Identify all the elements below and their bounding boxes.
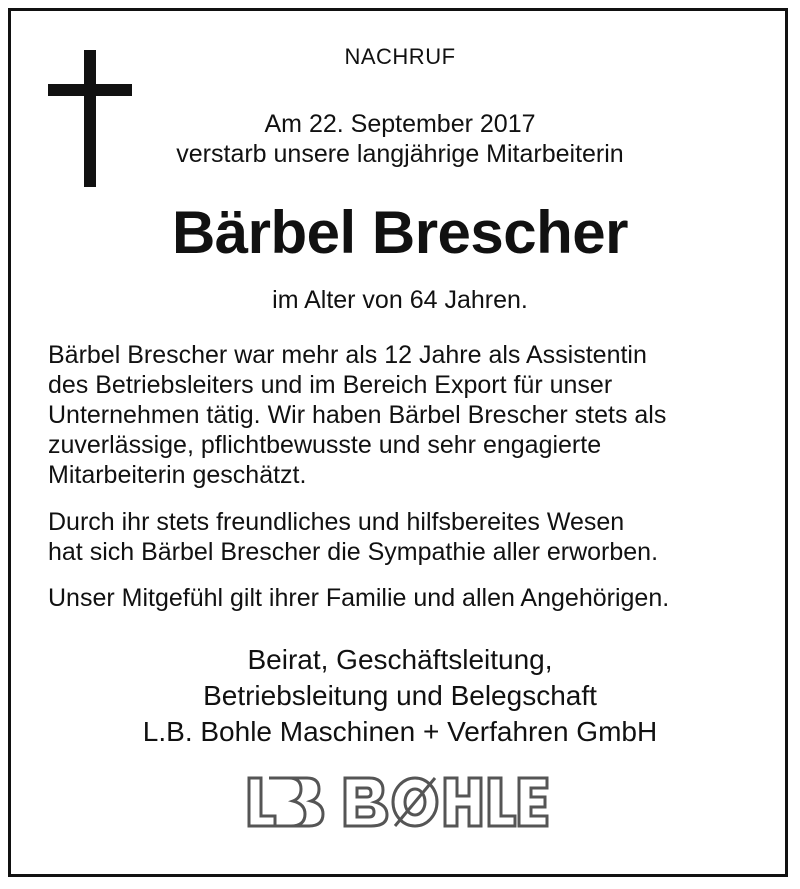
intro-date: Am 22. September 2017: [264, 110, 536, 138]
age-line: im Alter von 64 Jahren.: [272, 286, 528, 314]
signature-line: Betriebsleitung und Belegschaft: [203, 680, 597, 711]
intro-text: verstarb unsere langjährige Mitarbeiterin: [176, 140, 624, 168]
signature-line: Beirat, Geschäftsleitung,: [247, 644, 553, 675]
deceased-name: Bärbel Brescher: [171, 199, 629, 266]
character-paragraph: Durch ihr stets freundliches und hilfsbereites Wesen hat sich Bärbel Brescher die Sympathie aller erworben.: [48, 508, 659, 566]
tribute-paragraph: Bärbel Brescher war mehr als 12 Jahre als Assistentin des Betriebsleiters und im Bereich Export für unser Unternehmen tätig. Wir haben Bärbel Brescher stets als zuverlässige, pflichtbewusste und sehr engagierte Mitarbeiterin geschätzt.: [48, 341, 667, 489]
company-logo: [245, 774, 550, 830]
notice-heading: NACHRUF: [344, 44, 456, 69]
signature-company: L.B. Bohle Maschinen + Verfahren GmbH: [142, 716, 658, 747]
condolence-paragraph: Unser Mitgefühl gilt ihrer Familie und allen Angehörigen.: [48, 584, 670, 612]
